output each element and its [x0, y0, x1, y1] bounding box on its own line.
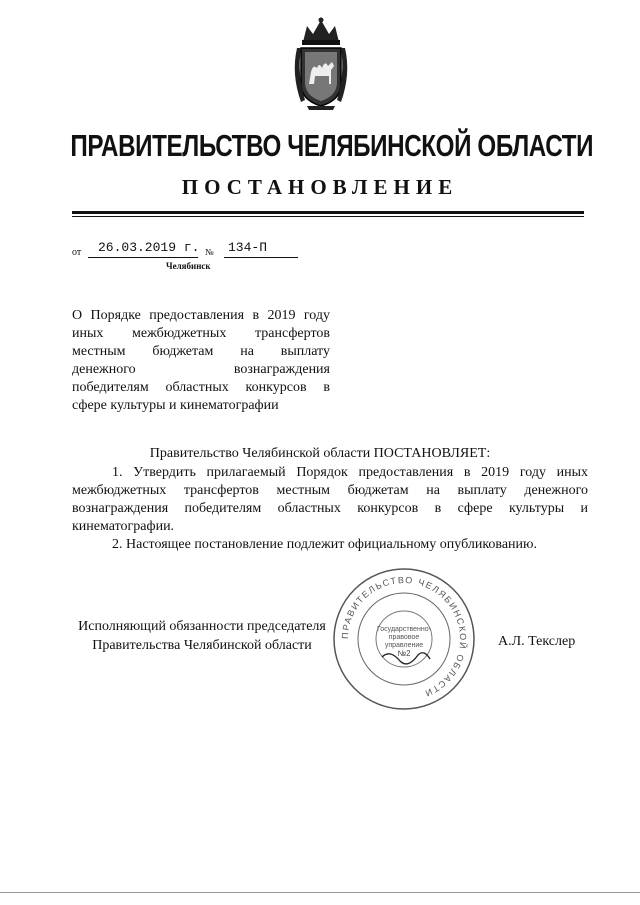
official-stamp: [330, 565, 478, 713]
coat-of-arms-emblem: [289, 14, 353, 114]
subject-line: денежного вознаграждения: [72, 362, 330, 377]
resolution-body: [72, 464, 588, 554]
city-label: Челябинск: [166, 261, 211, 271]
subject-line: иных межбюджетных трансфертов: [72, 326, 330, 341]
signer-role-line: Исполняющий обязанности председателя: [78, 619, 326, 634]
subject-line: местным бюджетам на выплату: [72, 344, 330, 359]
stamp-center-line: Государственно-: [376, 626, 432, 633]
government-title: ПРАВИТЕЛЬСТВО ЧЕЛЯБИНСКОЙ ОБЛАСТИ: [70, 128, 594, 163]
stamp-center-line: правовое: [388, 634, 420, 641]
resolution-intro: Правительство Челябинской области ПОСТАНОВЛЯЕТ:: [149, 446, 491, 461]
page-bottom-edge: [0, 892, 640, 893]
subject-line: О Порядке предоставления в 2019 году: [72, 308, 330, 323]
document-number: 134-П: [228, 240, 268, 255]
signer-role: [72, 617, 332, 655]
signer-name: А.Л. Текслер: [498, 634, 576, 649]
subject-line: сфере культуры и кинематографии: [72, 398, 279, 413]
stamp-center-line: управление: [384, 642, 424, 649]
stamp-center-line: №2: [397, 649, 411, 658]
header-rule-thin: [72, 216, 584, 217]
date-underline: [88, 257, 198, 258]
signer-role-line: Правительства Челябинской области: [92, 638, 312, 653]
header-rule-thick: [72, 211, 584, 214]
subject-line: победителям областных конкурсов в: [72, 380, 330, 395]
document-type-title: ПОСТАНОВЛЕНИЕ: [181, 175, 459, 199]
document-date: 26.03.2019 г.: [98, 240, 200, 255]
number-label: №: [205, 247, 214, 257]
resolution-item-1: 1. Утвердить прилагаемый Порядок предоставления в 2019 году иных межбюджетных трансфертов местным бюджетам на выплату денежного вознаграждения победителям областных конкурсов в сфере культуры и кинематографии.: [72, 465, 588, 534]
stamp-ring-text: ПРАВИТЕЛЬСТВО ЧЕЛЯБИНСКОЙ ОБЛАСТИ: [339, 574, 469, 699]
document-subject: [72, 307, 330, 415]
resolution-item-2: 2. Настоящее постановление подлежит официальному опубликованию.: [112, 537, 537, 552]
date-label: от: [72, 247, 82, 258]
number-underline: [224, 257, 298, 258]
